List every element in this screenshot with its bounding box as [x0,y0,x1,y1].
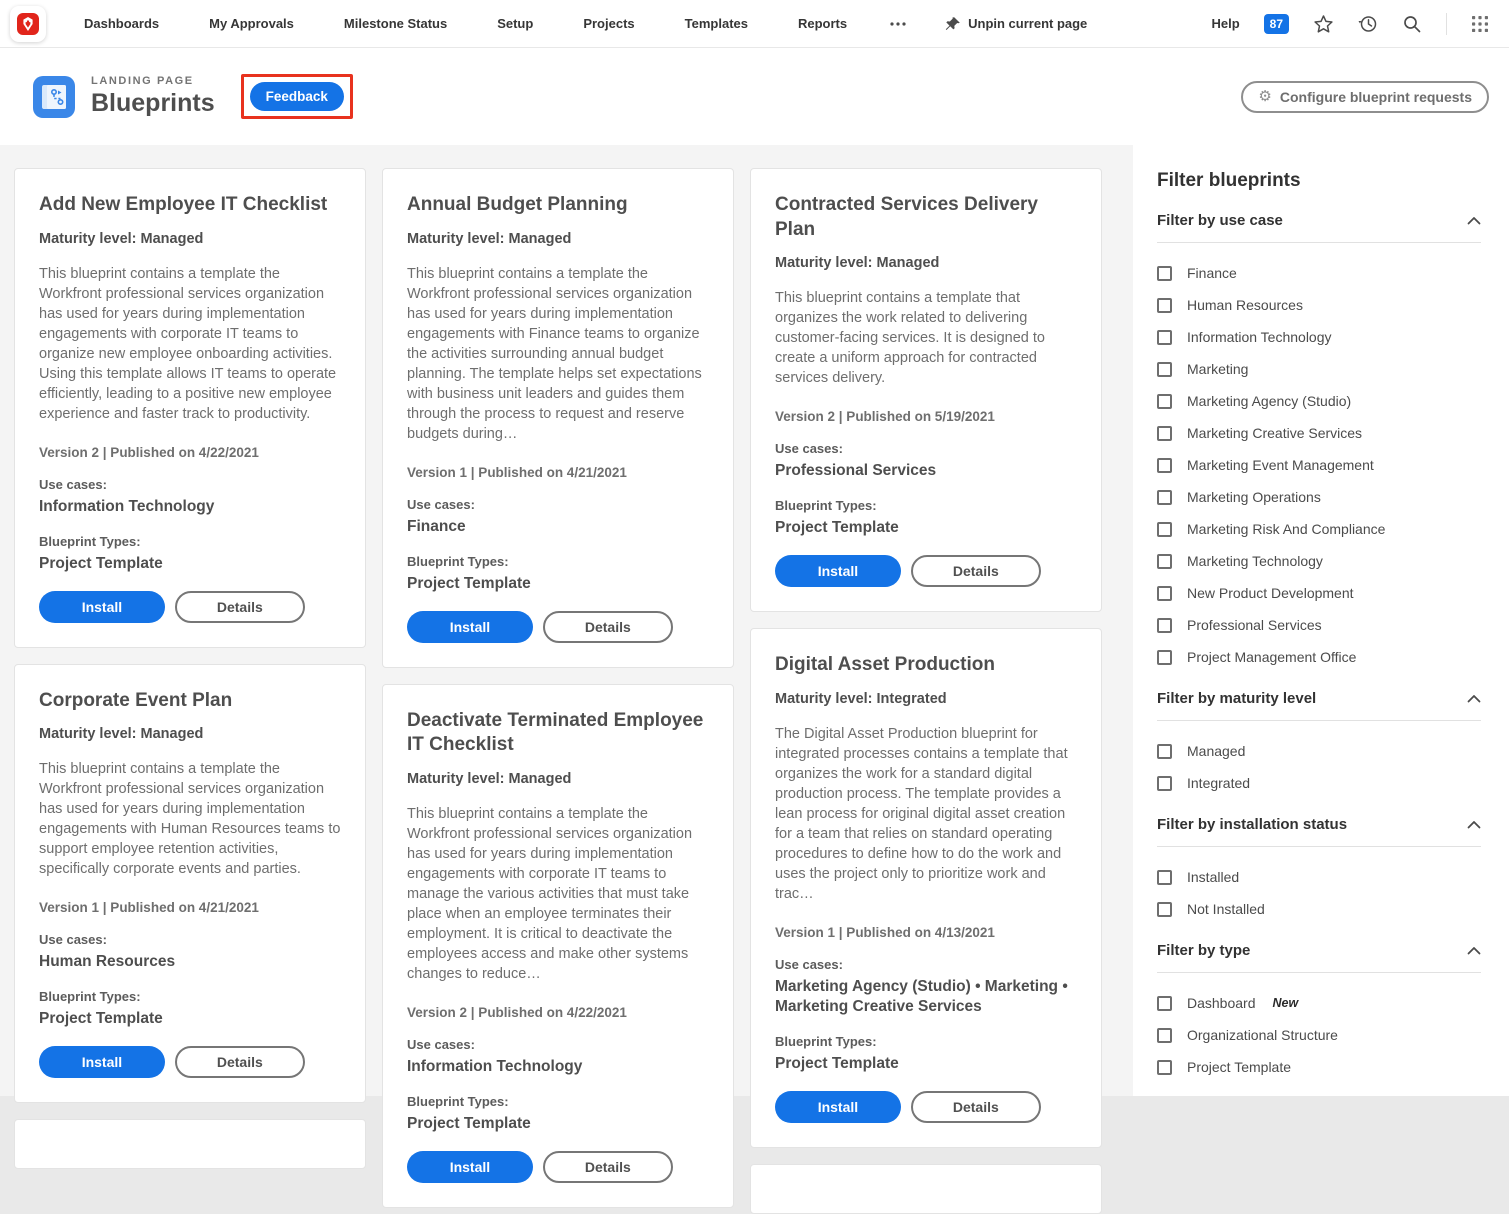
filter-option-label: Managed [1187,743,1246,759]
nav-item-templates[interactable]: Templates [684,16,748,31]
nav-item-my-approvals[interactable]: My Approvals [209,16,294,31]
card-description: This blueprint contains a template that organizes the work related to delivering customer-facing services. It is designed to create a uniform approach for contracted services delivery. [775,290,1045,387]
checkbox[interactable] [1157,776,1172,791]
favorites-button[interactable] [1313,14,1334,34]
card-description: This blueprint contains a template the Workfront professional services organization has used for years during implementation engagements with Human Resources teams to support employee retention activities, specifically corporate events and parties. [39,761,341,878]
blueprint-types-value: Project Template [407,1115,531,1133]
card-title: Digital Asset Production [775,654,995,676]
filter-option-project-management-office[interactable] [1157,649,1481,665]
history-icon [1358,14,1378,34]
filter-option-new-product-development[interactable] [1157,585,1481,601]
filter-option-information-technology[interactable] [1157,329,1481,345]
filter-option-label: Project Template [1187,1059,1292,1075]
filter-option-integrated[interactable] [1157,775,1481,791]
feedback-button[interactable]: Feedback [250,82,344,111]
page-eyebrow: LANDING PAGE [91,75,194,87]
feedback-annotation-box [241,74,353,119]
filter-option-label: Marketing Creative Services [1187,425,1363,441]
card-version-info: Version 2 | Published on 4/22/2021 [407,1005,627,1021]
checkbox[interactable] [1157,490,1172,505]
card-version-info: Version 1 | Published on 4/21/2021 [407,464,627,480]
search-button[interactable] [1402,14,1422,34]
card-actions [775,1091,1041,1123]
filter-option-project-template[interactable] [1157,1059,1481,1075]
blueprint-types-label: Blueprint Types: [775,1034,877,1050]
card-actions [39,591,305,623]
use-cases-label: Use cases: [775,441,843,457]
filter-option-marketing-risk-and-compliance[interactable] [1157,521,1481,537]
details-button[interactable]: Details [175,1046,305,1078]
use-cases-label: Use cases: [39,932,107,948]
filter-option-label: Human Resources [1187,297,1303,313]
pin-icon [945,16,961,32]
card-description: This blueprint contains a template the Workfront professional services organization has used for years during implementation engagements with corporate IT teams to manage the various activities that must take place when an employee terminates their employment. It is critical to deactivate the employees access and make other systems changes to reduce… [407,806,693,983]
app-switcher-button[interactable] [1471,15,1489,33]
blueprint-types-label: Blueprint Types: [39,533,141,549]
card-version-info: Version 1 | Published on 4/13/2021 [775,925,995,941]
gear-icon: ⚙ [1258,87,1272,105]
install-button[interactable]: Install [39,591,165,623]
more-dots-icon [889,21,907,27]
chevron-up-icon [1467,820,1481,829]
checkbox[interactable] [1157,996,1172,1011]
filter-options [1157,847,1481,917]
chevron-up-icon [1467,946,1481,955]
filter-option-label: Dashboard [1187,995,1256,1011]
card-title: Add New Employee IT Checklist [39,194,328,215]
filter-section-header[interactable] [1157,816,1481,833]
filter-options [1157,973,1481,1075]
card-column [14,168,366,1096]
use-cases-label: Use cases: [407,1037,475,1053]
card-actions [39,1046,305,1078]
blueprint-card-partial [750,1164,1102,1214]
install-button[interactable]: Install [775,1091,901,1123]
blueprint-types-value: Project Template [775,1055,899,1073]
nav-divider [1446,13,1447,35]
grid-icon [1471,15,1489,33]
filter-option-professional-services[interactable] [1157,617,1481,633]
use-cases-value: Human Resources [39,953,176,971]
filter-section-label: Filter by type [1157,942,1251,959]
blueprint-card [382,684,734,1208]
install-button[interactable]: Install [39,1046,165,1078]
checkbox[interactable] [1157,650,1172,665]
details-button[interactable]: Details [911,1091,1041,1123]
top-nav [0,0,1509,48]
blueprint-card [750,168,1102,612]
filter-option-not-installed[interactable] [1157,901,1481,917]
filter-option-label: Marketing Technology [1187,553,1323,569]
card-title: Deactivate Terminated Employee IT Checklist [407,709,704,756]
checkbox[interactable] [1157,458,1172,473]
nav-item-milestone-status[interactable]: Milestone Status [343,16,448,31]
checkbox[interactable] [1157,554,1172,569]
recents-button[interactable] [1358,14,1378,34]
checkbox[interactable] [1157,1028,1172,1043]
filter-option-label: Professional Services [1187,617,1322,633]
card-maturity-level: Maturity level: Managed [39,230,204,247]
use-cases-label: Use cases: [39,476,107,492]
filter-option-label: Marketing Agency (Studio) [1187,393,1352,409]
install-button[interactable]: Install [407,611,533,643]
checkbox[interactable] [1157,266,1172,281]
card-title: Corporate Event Plan [39,689,233,711]
card-version-info: Version 2 | Published on 4/22/2021 [39,444,259,460]
install-button[interactable]: Install [775,555,901,587]
blueprint-types-value: Project Template [407,574,531,592]
blueprint-card [14,664,366,1104]
checkbox[interactable] [1157,902,1172,917]
card-description: The Digital Asset Production blueprint for integrated processes contains a template that organizes the work for a standard digital production process. The template provides a lean process for original digital asset creation for a team that relies on standard operating procedures to define how to do the work and uses the project only to prioritize work and trac… [775,726,1068,903]
blueprint-types-value: Project Template [39,1010,163,1028]
filter-section [1157,690,1481,791]
filter-section [1157,942,1481,1075]
workfront-logo[interactable] [10,6,46,42]
chevron-up-icon [1467,216,1481,225]
card-actions [407,611,673,643]
checkbox[interactable] [1157,586,1172,601]
checkbox[interactable] [1157,1060,1172,1075]
filter-option-marketing-operations[interactable] [1157,489,1481,505]
search-icon [1402,14,1422,34]
help-link[interactable]: Help [1211,16,1240,31]
filter-option-finance[interactable] [1157,265,1481,281]
filter-option-marketing-agency-studio-[interactable] [1157,393,1481,409]
card-title: Annual Budget Planning [407,194,628,215]
use-cases-value: Professional Services [775,462,937,480]
filter-option-label: Integrated [1187,775,1251,791]
details-button[interactable]: Details [543,1151,673,1183]
blueprint-types-label: Blueprint Types: [407,1094,509,1110]
blueprint-card-board [0,145,1102,1176]
filter-sections [1157,212,1481,1075]
notification-badge[interactable]: 87 [1264,14,1289,34]
chevron-up-icon [1467,694,1481,703]
details-button[interactable]: Details [175,591,305,623]
filter-option-human-resources[interactable] [1157,297,1481,313]
blueprint-card-partial [14,1119,366,1169]
use-cases-value: Information Technology [407,1058,583,1076]
filter-option-organizational-structure[interactable] [1157,1027,1481,1043]
new-badge: New [1272,996,1299,1010]
card-actions [407,1151,673,1183]
card-description: This blueprint contains a template the Workfront professional services organization has used for years during implementation engagements with corporate IT teams to organize new employee onboarding activities. Using this template allows IT teams to operate efficiently, leading to a positive new employee experience and faster track to productivity. [39,265,337,422]
card-maturity-level: Maturity level: Managed [775,255,940,272]
filter-section [1157,816,1481,917]
filter-option-marketing[interactable] [1157,361,1481,377]
install-button[interactable]: Install [407,1151,533,1183]
checkbox[interactable] [1157,522,1172,537]
card-maturity-level: Maturity level: Managed [39,726,204,743]
blueprint-types-label: Blueprint Types: [775,498,877,514]
nav-item-projects[interactable]: Projects [583,16,635,31]
filter-option-marketing-creative-services[interactable] [1157,425,1481,441]
filter-option-managed[interactable] [1157,743,1481,759]
card-version-info: Version 1 | Published on 4/21/2021 [39,900,259,916]
details-button[interactable]: Details [911,555,1041,587]
checkbox[interactable] [1157,394,1172,409]
filter-option-installed[interactable] [1157,869,1481,885]
page-titles [91,75,215,118]
checkbox[interactable] [1157,362,1172,377]
nav-item-setup[interactable]: Setup [497,16,534,31]
checkbox[interactable] [1157,618,1172,633]
star-icon [1313,14,1334,34]
filter-section-label: Filter by installation status [1157,816,1348,833]
filter-option-label: Project Management Office [1187,649,1357,665]
page-header [0,48,1509,145]
filter-option-label: Marketing [1187,361,1249,377]
blueprint-card [382,168,734,668]
blueprint-card [14,168,366,648]
card-column [382,168,734,1176]
nav-items [84,16,847,31]
filter-option-label: Finance [1187,265,1237,281]
filter-option-dashboard[interactable] [1157,995,1481,1011]
nav-item-dashboards[interactable]: Dashboards [84,16,160,31]
filter-option-label: Information Technology [1187,329,1332,345]
filter-option-label: Not Installed [1187,901,1265,917]
checkbox[interactable] [1157,426,1172,441]
filter-option-label: Marketing Event Management [1187,457,1374,473]
filter-section-label: Filter by maturity level [1157,690,1317,707]
filter-section-label: Filter by use case [1157,212,1283,229]
blueprint-types-label: Blueprint Types: [407,553,509,569]
checkbox[interactable] [1157,744,1172,759]
filter-sidebar [1133,145,1509,1096]
filter-section-header[interactable] [1157,690,1481,707]
nav-right-cluster [1211,13,1489,35]
card-maturity-level: Maturity level: Managed [407,771,572,788]
workfront-logo-icon [16,12,40,36]
use-cases-label: Use cases: [407,496,475,512]
card-version-info: Version 2 | Published on 5/19/2021 [775,409,995,425]
details-button[interactable]: Details [543,611,673,643]
blueprint-types-value: Project Template [39,554,163,572]
blueprint-card [750,628,1102,1148]
filter-option-label: New Product Development [1187,585,1354,601]
filter-option-label: Marketing Operations [1187,489,1321,505]
checkbox[interactable] [1157,870,1172,885]
use-cases-value: Information Technology [39,497,215,515]
filter-option-marketing-event-management[interactable] [1157,457,1481,473]
filter-option-marketing-technology[interactable] [1157,553,1481,569]
card-description: This blueprint contains a template the Workfront professional services organization has used for years during implementation engagements with Finance teams to organize the activities surrounding annual budget planning. The template helps set expectations with business unit leaders and guides them through the process to request and reserve budgets during… [407,265,702,442]
card-actions [775,555,1041,587]
nav-item-reports[interactable]: Reports [797,16,848,31]
filter-options [1157,721,1481,791]
configure-blueprint-requests-button[interactable] [1241,81,1489,113]
use-cases-label: Use cases: [775,957,843,973]
unpin-label: Unpin current page [968,16,1088,31]
checkbox[interactable] [1157,330,1172,345]
filter-sidebar-title: Filter blueprints [1157,170,1301,191]
unpin-current-page-button[interactable] [945,16,1087,32]
configure-label: Configure blueprint requests [1279,88,1472,105]
card-column [750,168,1102,1116]
filter-option-label: Marketing Risk And Compliance [1187,521,1386,537]
checkbox[interactable] [1157,298,1172,313]
filter-section-header[interactable] [1157,212,1481,229]
filter-option-label: Organizational Structure [1187,1027,1338,1043]
filter-option-label: Installed [1187,869,1240,885]
use-cases-value: Finance [407,517,466,535]
main-content [0,145,1509,1176]
more-menu-button[interactable] [889,21,907,27]
card-maturity-level: Maturity level: Managed [407,230,572,247]
filter-section-header[interactable] [1157,942,1481,959]
card-maturity-level: Maturity level: Integrated [775,691,947,708]
use-cases-value: Marketing Agency (Studio) • Marketing • Marketing Creative Services [775,978,1068,1016]
blueprints-page-icon [33,76,75,118]
blueprint-types-value: Project Template [775,519,899,537]
blueprint-types-label: Blueprint Types: [39,989,141,1005]
filter-section [1157,212,1481,665]
card-title: Contracted Services Delivery Plan [775,194,1038,240]
page-title: Blueprints [91,89,215,117]
filter-options [1157,243,1481,665]
